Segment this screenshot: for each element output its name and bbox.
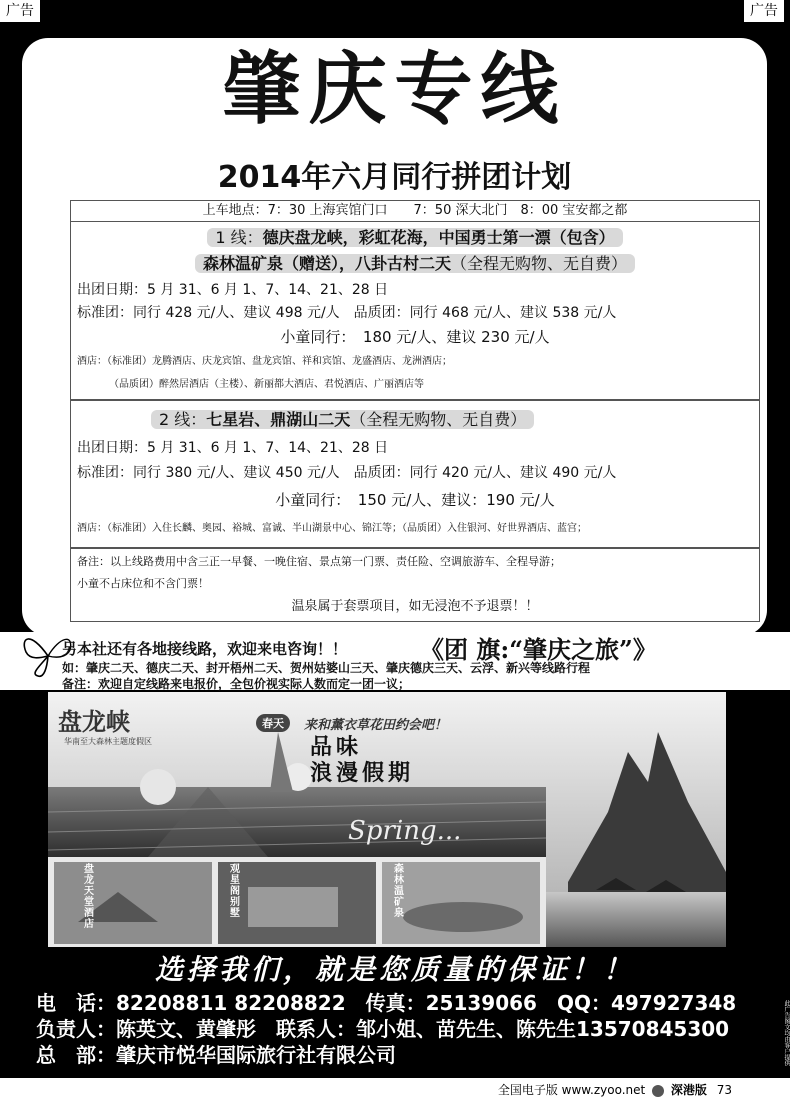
invite-text: 来和薰衣草花田约会吧！ xyxy=(304,718,448,733)
caption-villa: 观星阁别墅 xyxy=(230,864,240,919)
note-3: 温泉属于套票项目，如无浸泡不予退票！！ xyxy=(291,599,539,614)
line1-heading2-bold: 森林温矿泉（赠送），八卦古村二天 xyxy=(202,254,451,273)
theme-line2: 浪漫假期 xyxy=(310,760,415,786)
line2-heading-bold: 七星岩、鼎湖山二天 xyxy=(206,410,351,429)
line1-hotel-premium: （品质团）醉然居酒店（主楼）、新丽都大酒店、君悦酒店、广丽酒店等 xyxy=(109,379,424,390)
footer-logo-icon xyxy=(652,1085,664,1097)
line2-heading-tail: （全程无购物、无自费） xyxy=(350,410,527,429)
line1-heading2 xyxy=(71,252,759,276)
line1-heading xyxy=(71,226,759,250)
line2-hotel: 酒店：（标准团）入住长麟、奥园、裕城、富诚、半山湖景中心、锦江等；（品质团）入住银河、好世界酒店、蓝宫； xyxy=(77,523,587,534)
notes-box xyxy=(70,548,760,622)
line2-prefix: 2 线： xyxy=(159,410,207,429)
extra-info xyxy=(0,632,790,690)
photo-collage xyxy=(48,692,726,947)
line1-prefix: 1 线： xyxy=(215,228,263,247)
pickup-box xyxy=(70,200,760,222)
theme-line1: 品味 xyxy=(310,734,363,760)
spring-script: Spring... xyxy=(348,816,462,846)
sub-title: 2014年六月同行拼团计划 xyxy=(217,160,572,195)
ad-sheet xyxy=(22,38,767,636)
footer-edition: 深港版 xyxy=(670,1083,707,1097)
slogan: 选择我们，就是您质量的保证！！ xyxy=(154,953,635,986)
flag-text: 《团 旗:“肇庆之旅”》 xyxy=(420,635,657,664)
caption-spring: 森林温矿泉 xyxy=(394,864,404,919)
contact-hq: 总 部：肇庆市悦华国际旅行社有限公司 xyxy=(36,1043,396,1067)
contact-phone: 电 话：82208811 82208822 传真：25139066 QQ：497927348 xyxy=(36,991,737,1015)
caption-hotel: 盘龙天堂酒店 xyxy=(84,864,94,930)
footer-text xyxy=(498,1081,732,1098)
local-lines-text: 另本社还有各地接线路，欢迎来电咨询！！ xyxy=(62,640,348,658)
note-2: 小童不占床位和不含门票！ xyxy=(77,577,209,590)
line2-heading xyxy=(151,408,790,432)
brand-sub: 华南至大森林主题度假区 xyxy=(64,737,152,746)
footer xyxy=(0,1078,790,1100)
line1-heading-bold: 德庆盘龙峡，彩虹花海，中国勇士第一漂（包含） xyxy=(262,228,615,247)
note-1: 备注：以上线路费用中含三正一早餐、一晚住宿、景点第一门票、责任险、空调旅游车、全程导游； xyxy=(77,555,561,568)
line1-box xyxy=(70,221,760,400)
hotel-photo xyxy=(54,862,212,944)
line2-price: 标准团：同行 380 元/人、建议 450 元/人 品质团：同行 420 元/人、建议 490 元/人 xyxy=(77,465,617,481)
pickup-text: 上车地点：7：30 上海宾馆门口 7：50 深大北门 8：00 宝安都之都 xyxy=(202,203,628,218)
line1-heading2-tail: （全程无购物、无自费） xyxy=(451,254,628,273)
line2-child: 小童同行： 150 元/人、建议：190 元/人 xyxy=(275,491,555,509)
footer-page: 73 xyxy=(716,1083,732,1097)
main-title: 肇庆专线 xyxy=(222,44,567,135)
ad-label-right: 广告 xyxy=(744,0,784,22)
line1-dates: 出团日期：5 月 31、6 月 1、7、14、21、28 日 xyxy=(77,282,389,298)
side-note: 此广告图文均由客户提供 xyxy=(783,1000,790,1066)
footer-site: 全国电子版 www.zyoo.net xyxy=(497,1083,646,1097)
routes-text: 如：肇庆二天、德庆二天、封开梧州二天、贺州姑婆山三天、肇庆德庆三天、云浮、新兴等线路行程 xyxy=(62,661,591,675)
line1-child: 小童同行： 180 元/人、建议 230 元/人 xyxy=(280,328,550,346)
line2-box xyxy=(70,400,760,548)
custom-text: 备注：欢迎自定线路来电报价，全包价视实际人数而定一团一议； xyxy=(62,677,411,691)
line2-dates: 出团日期：5 月 31、6 月 1、7、14、21、28 日 xyxy=(77,440,389,456)
contact-person: 负责人：陈英文、黄肇彤 联系人：邹小姐、苗先生、陈先生13570845300 xyxy=(36,1017,730,1041)
line1-price: 标准团：同行 428 元/人、建议 498 元/人 品质团：同行 468 元/人、建议 538 元/人 xyxy=(77,305,617,321)
ad-label-left: 广告 xyxy=(0,0,40,22)
brand-logo: 盘龙峡 xyxy=(58,707,130,736)
line1-hotel-std: 酒店：（标准团）龙腾酒店、庆龙宾馆、盘龙宾馆、祥和宾馆、龙盛酒店、龙洲酒店； xyxy=(77,356,452,367)
spring-badge: 春天 xyxy=(256,714,290,732)
